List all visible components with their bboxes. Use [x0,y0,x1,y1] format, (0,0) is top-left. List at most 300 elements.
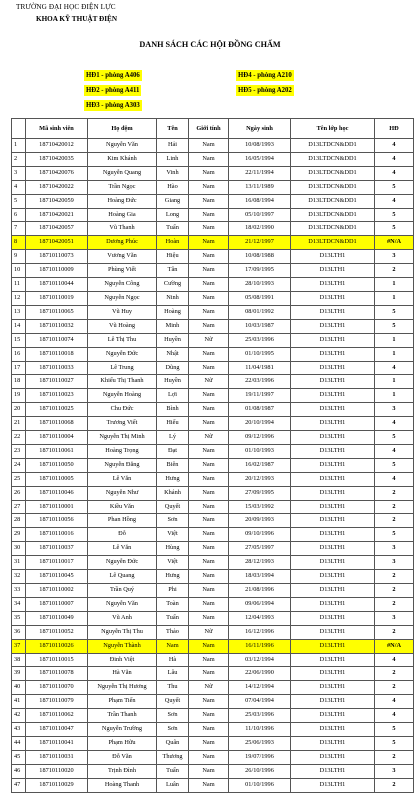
class-name-cell: D13LTH1 [291,667,375,681]
student-id-cell: 18710110029 [26,778,88,792]
table-row [12,417,414,431]
birth-date-cell: 20/12/1993 [229,472,291,486]
student-id-cell: 18710110049 [26,611,88,625]
student-id-cell: 18710420021 [26,208,88,222]
university-name: TRƯỜNG ĐẠI HỌC ĐIỆN LỰC [16,3,116,11]
class-name-cell: D13LTDCN&DD1 [291,152,375,166]
table-row [12,764,414,778]
student-id-cell: 18710110068 [26,417,88,431]
student-id-cell: 18710110044 [26,278,88,292]
birth-date-cell: 09/06/1994 [229,597,291,611]
gender-cell: Nữ [189,375,229,389]
col-header-index [12,119,26,139]
row-index-cell: 17 [12,361,26,375]
council-cell: 2 [375,681,414,695]
class-name-cell: D13LTH1 [291,250,375,264]
birth-date-cell: 12/04/1993 [229,611,291,625]
table-row [12,625,414,639]
council-cell: 2 [375,597,414,611]
birth-date-cell: 16/11/1996 [229,639,291,653]
middle-name-cell: Đinh Việt [88,653,157,667]
middle-name-cell: Vương Văn [88,250,157,264]
council-cell: 3 [375,556,414,570]
row-index-cell: 41 [12,695,26,709]
council-cell: 5 [375,319,414,333]
table-row [12,305,414,319]
first-name-cell: Bình [157,403,189,417]
class-name-cell: D13LTH1 [291,723,375,737]
first-name-cell: Huyền [157,333,189,347]
room-label: HĐ5 - phòng A202 [238,87,292,94]
row-index-cell: 9 [12,250,26,264]
first-name-cell: Việt [157,528,189,542]
middle-name-cell: Phạm Tiến [88,695,157,709]
gender-cell: Nữ [189,681,229,695]
gender-cell: Nam [189,403,229,417]
row-index-cell: 19 [12,389,26,403]
birth-date-cell: 28/10/1993 [229,278,291,292]
student-id-cell: 18710110056 [26,514,88,528]
table-row [12,431,414,445]
birth-date-cell: 16/08/1994 [229,194,291,208]
row-index-cell: 38 [12,653,26,667]
student-id-cell: 18710110061 [26,444,88,458]
table-row [12,723,414,737]
gender-cell: Nam [189,444,229,458]
student-id-cell: 18710420012 [26,139,88,153]
middle-name-cell: Lê Trung [88,361,157,375]
row-index-cell: 16 [12,347,26,361]
row-index-cell: 8 [12,236,26,250]
first-name-cell: Nam [157,639,189,653]
student-id-cell: 18710110073 [26,250,88,264]
council-cell: 5 [375,723,414,737]
gender-cell: Nam [189,472,229,486]
birth-date-cell: 19/11/1997 [229,389,291,403]
birth-date-cell: 10/08/1988 [229,250,291,264]
row-index-cell: 7 [12,222,26,236]
student-id-cell: 18710110018 [26,347,88,361]
class-name-cell: D13LTH1 [291,639,375,653]
gender-cell: Nam [189,723,229,737]
gender-cell: Nam [189,305,229,319]
council-cell: 1 [375,291,414,305]
student-id-cell: 18710110002 [26,584,88,598]
first-name-cell: Quân [157,736,189,750]
council-cell: 2 [375,514,414,528]
birth-date-cell: 11/04/1981 [229,361,291,375]
class-name-cell: D13LTH1 [291,681,375,695]
table-row [12,361,414,375]
gender-cell: Nam [189,528,229,542]
table-row [12,166,414,180]
student-id-cell: 18710110070 [26,681,88,695]
table-row [12,667,414,681]
table-row [12,347,414,361]
middle-name-cell: Nguyễn Thị Thu [88,625,157,639]
middle-name-cell: Lê Quang [88,570,157,584]
birth-date-cell: 18/02/1990 [229,222,291,236]
birth-date-cell: 09/12/1996 [229,431,291,445]
class-name-cell: D13LTH1 [291,347,375,361]
first-name-cell: Long [157,208,189,222]
gender-cell: Nữ [189,333,229,347]
row-index-cell: 36 [12,625,26,639]
council-cell: 2 [375,584,414,598]
table-row [12,139,414,153]
birth-date-cell: 11/10/1996 [229,723,291,737]
first-name-cell: Sơn [157,723,189,737]
class-name-cell: D13LTH1 [291,542,375,556]
row-index-cell: 18 [12,375,26,389]
gender-cell: Nam [189,639,229,653]
gender-cell: Nam [189,361,229,375]
class-name-cell: D13LTH1 [291,764,375,778]
student-id-cell: 18710420022 [26,180,88,194]
gender-cell: Nam [189,264,229,278]
council-cell: 3 [375,764,414,778]
class-name-cell: D13LTH1 [291,333,375,347]
col-header-student-id: Mã sinh viên [26,119,88,139]
birth-date-cell: 16/05/1994 [229,152,291,166]
middle-name-cell: Nguyễn Thị Hương [88,681,157,695]
row-index-cell: 28 [12,514,26,528]
first-name-cell: Hiếu [157,417,189,431]
table-row [12,319,414,333]
middle-name-cell: Hoàng Trọng [88,444,157,458]
middle-name-cell: Đỗ [88,528,157,542]
gender-cell: Nữ [189,431,229,445]
first-name-cell: Thương [157,750,189,764]
gender-cell: Nam [189,584,229,598]
council-cell: 1 [375,375,414,389]
table-row [12,278,414,292]
gender-cell: Nam [189,500,229,514]
class-name-cell: D13LTH1 [291,291,375,305]
first-name-cell: Hưng [157,472,189,486]
student-id-cell: 18710110019 [26,291,88,305]
first-name-cell: Lâu [157,667,189,681]
row-index-cell: 26 [12,486,26,500]
table-row [12,291,414,305]
birth-date-cell: 10/08/1993 [229,139,291,153]
student-id-cell: 18710420057 [26,222,88,236]
class-name-cell: D13LTH1 [291,528,375,542]
class-name-cell: D13LTH1 [291,556,375,570]
col-header-birth-date: Ngày sinh [229,119,291,139]
middle-name-cell: Nguyễn Văn [88,139,157,153]
student-id-cell: 18710110046 [26,486,88,500]
middle-name-cell: Lê Văn [88,542,157,556]
gender-cell: Nam [189,152,229,166]
gender-cell: Nam [189,458,229,472]
middle-name-cell: Chu Đức [88,403,157,417]
table-row [12,778,414,792]
first-name-cell: Luân [157,778,189,792]
row-index-cell: 42 [12,709,26,723]
table-row [12,681,414,695]
council-cell: 5 [375,305,414,319]
student-id-cell: 18710110020 [26,764,88,778]
room-label: HĐ1 - phòng A406 [86,72,140,79]
first-name-cell: Biên [157,458,189,472]
gender-cell: Nam [189,194,229,208]
birth-date-cell: 15/03/1992 [229,500,291,514]
gender-cell: Nam [189,570,229,584]
birth-date-cell: 25/03/1996 [229,333,291,347]
birth-date-cell: 01/08/1987 [229,403,291,417]
student-id-cell: 18710110074 [26,333,88,347]
class-name-cell: D13LTDCN&DD1 [291,180,375,194]
student-id-cell: 18710110037 [26,542,88,556]
birth-date-cell: 25/06/1993 [229,736,291,750]
first-name-cell: Quyết [157,500,189,514]
class-name-cell: D13LTH1 [291,403,375,417]
gender-cell: Nam [189,514,229,528]
student-id-cell: 18710110015 [26,653,88,667]
table-row [12,250,414,264]
row-index-cell: 22 [12,431,26,445]
first-name-cell: Tuấn [157,611,189,625]
middle-name-cell: Phan Hồng [88,514,157,528]
council-cell: 5 [375,458,414,472]
table-row [12,444,414,458]
birth-date-cell: 27/05/1997 [229,542,291,556]
middle-name-cell: Vũ Hoàng [88,319,157,333]
class-name-cell: D13LTDCN&DD1 [291,222,375,236]
row-index-cell: 3 [12,166,26,180]
class-name-cell: D13LTH1 [291,695,375,709]
middle-name-cell: Kim Khánh [88,152,157,166]
student-id-cell: 18710110031 [26,750,88,764]
table-row [12,264,414,278]
table-row [12,472,414,486]
class-name-cell: D13LTH1 [291,778,375,792]
gender-cell: Nam [189,667,229,681]
row-index-cell: 10 [12,264,26,278]
birth-date-cell: 05/10/1997 [229,208,291,222]
row-index-cell: 31 [12,556,26,570]
student-id-cell: 18710110047 [26,723,88,737]
row-index-cell: 47 [12,778,26,792]
council-cell: 1 [375,389,414,403]
middle-name-cell: Hoàng Gia [88,208,157,222]
gender-cell: Nam [189,250,229,264]
council-cell: 4 [375,653,414,667]
gender-cell: Nam [189,180,229,194]
middle-name-cell: Phạm Hữu [88,736,157,750]
first-name-cell: Hoàn [157,236,189,250]
middle-name-cell: Trần Quý [88,584,157,598]
birth-date-cell: 28/12/1993 [229,556,291,570]
row-index-cell: 12 [12,291,26,305]
council-cell: 3 [375,403,414,417]
council-cell: 5 [375,528,414,542]
row-index-cell: 32 [12,570,26,584]
row-index-cell: 37 [12,639,26,653]
birth-date-cell: 22/03/1996 [229,375,291,389]
council-cell: 4 [375,152,414,166]
table-row [12,570,414,584]
birth-date-cell: 17/09/1995 [229,264,291,278]
student-id-cell: 18710110032 [26,319,88,333]
middle-name-cell: Nguyễn Đức [88,347,157,361]
table-row [12,403,414,417]
room-label: HĐ4 - phòng A210 [238,72,292,79]
student-table [11,118,414,793]
table-row [12,375,414,389]
first-name-cell: Toàn [157,597,189,611]
first-name-cell: Lý [157,431,189,445]
birth-date-cell: 03/12/1994 [229,653,291,667]
middle-name-cell: Nguyễn Thành [88,639,157,653]
col-header-council: HĐ [375,119,414,139]
council-cell: 4 [375,139,414,153]
birth-date-cell: 16/02/1987 [229,458,291,472]
gender-cell: Nữ [189,625,229,639]
student-id-cell: 18710110023 [26,389,88,403]
row-index-cell: 40 [12,681,26,695]
table-row [12,500,414,514]
table-row [12,194,414,208]
class-name-cell: D13LTH1 [291,653,375,667]
faculty-name: KHOA KỸ THUẬT ĐIỆN [36,15,118,23]
gender-cell: Nam [189,319,229,333]
gender-cell: Nam [189,417,229,431]
row-index-cell: 30 [12,542,26,556]
row-index-cell: 34 [12,597,26,611]
first-name-cell: Quyết [157,695,189,709]
first-name-cell: Thu [157,681,189,695]
council-cell: 3 [375,542,414,556]
council-cell: 2 [375,570,414,584]
student-id-cell: 18710110041 [26,736,88,750]
table-row [12,611,414,625]
council-cell: 5 [375,180,414,194]
row-index-cell: 24 [12,458,26,472]
middle-name-cell: Lê Văn [88,472,157,486]
table-row [12,389,414,403]
table-row [12,333,414,347]
class-name-cell: D13LTH1 [291,486,375,500]
gender-cell: Nam [189,236,229,250]
first-name-cell: Khánh [157,486,189,500]
row-index-cell: 25 [12,472,26,486]
class-name-cell: D13LTH1 [291,750,375,764]
first-name-cell: Tân [157,264,189,278]
student-id-cell: 18710110016 [26,528,88,542]
first-name-cell: Lợi [157,389,189,403]
middle-name-cell: Trịnh Đình [88,764,157,778]
class-name-cell: D13LTH1 [291,570,375,584]
first-name-cell: Việt [157,556,189,570]
student-id-cell: 18710110079 [26,695,88,709]
class-name-cell: D13LTH1 [291,375,375,389]
council-cell: 5 [375,431,414,445]
student-id-cell: 18710110004 [26,431,88,445]
birth-date-cell: 21/08/1996 [229,584,291,598]
row-index-cell: 44 [12,736,26,750]
table-row [12,639,414,653]
table-row [12,152,414,166]
student-id-cell: 18710110017 [26,556,88,570]
middle-name-cell: Nguyễn Quang [88,166,157,180]
row-index-cell: 6 [12,208,26,222]
class-name-cell: D13LTDCN&DD1 [291,166,375,180]
row-index-cell: 35 [12,611,26,625]
birth-date-cell: 10/03/1987 [229,319,291,333]
class-name-cell: D13LTH1 [291,431,375,445]
council-cell: 4 [375,417,414,431]
middle-name-cell: Lê Thị Thu [88,333,157,347]
birth-date-cell: 22/06/1990 [229,667,291,681]
row-index-cell: 11 [12,278,26,292]
student-id-cell: 18710420035 [26,152,88,166]
table-row [12,695,414,709]
birth-date-cell: 01/10/1996 [229,778,291,792]
student-id-cell: 18710110065 [26,305,88,319]
student-id-cell: 18710110007 [26,597,88,611]
gender-cell: Nam [189,347,229,361]
class-name-cell: D13LTH1 [291,514,375,528]
middle-name-cell: Hoàng Thanh [88,778,157,792]
class-name-cell: D13LTH1 [291,472,375,486]
birth-date-cell: 25/03/1996 [229,709,291,723]
middle-name-cell: Kiều Văn [88,500,157,514]
table-row [12,486,414,500]
table-row [12,556,414,570]
gender-cell: Nam [189,166,229,180]
middle-name-cell: Hà Văn [88,667,157,681]
middle-name-cell: Nguyễn Đăng [88,458,157,472]
first-name-cell: Dũng [157,361,189,375]
col-header-gender: Giới tính [189,119,229,139]
council-cell: 4 [375,166,414,180]
table-row [12,528,414,542]
gender-cell: Nam [189,222,229,236]
room-label: HĐ3 - phòng A303 [86,102,140,109]
class-name-cell: D13LTH1 [291,389,375,403]
middle-name-cell: Dương Phúc [88,236,157,250]
class-name-cell: D13LTH1 [291,278,375,292]
council-cell: 2 [375,486,414,500]
gender-cell: Nam [189,764,229,778]
table-body [12,139,414,793]
first-name-cell: Hải [157,139,189,153]
student-id-cell: 18710110050 [26,458,88,472]
gender-cell: Nam [189,208,229,222]
first-name-cell: Thảo [157,625,189,639]
middle-name-cell: Trần Ngọc [88,180,157,194]
first-name-cell: Hưng [157,570,189,584]
row-index-cell: 43 [12,723,26,737]
birth-date-cell: 13/11/1989 [229,180,291,194]
class-name-cell: D13LTH1 [291,361,375,375]
class-name-cell: D13LTH1 [291,611,375,625]
middle-name-cell: Nguyễn Văn [88,597,157,611]
birth-date-cell: 26/10/1996 [229,764,291,778]
first-name-cell: Minh [157,319,189,333]
council-cell: 1 [375,333,414,347]
first-name-cell: Sơn [157,514,189,528]
first-name-cell: Đạt [157,444,189,458]
class-name-cell: D13LTH1 [291,264,375,278]
birth-date-cell: 18/03/1994 [229,570,291,584]
row-index-cell: 5 [12,194,26,208]
row-index-cell: 15 [12,333,26,347]
row-index-cell: 14 [12,319,26,333]
gender-cell: Nam [189,653,229,667]
